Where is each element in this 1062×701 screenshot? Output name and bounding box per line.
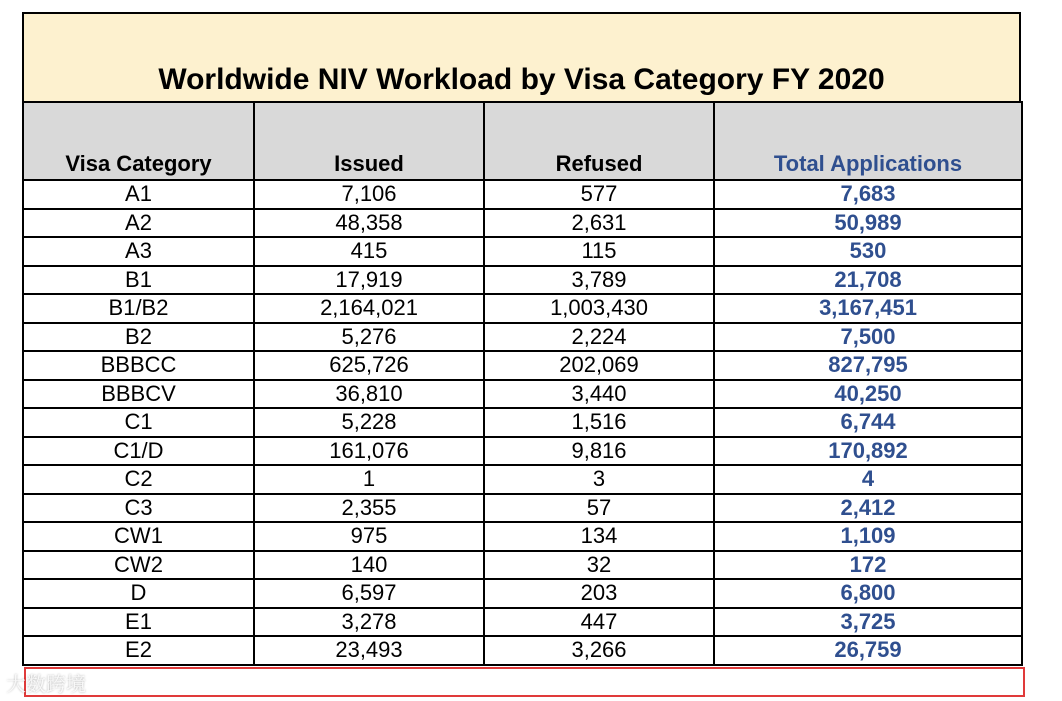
cell-refused: 32 <box>484 551 714 580</box>
cell-total-applications: 40,250 <box>714 380 1022 409</box>
cell-refused: 2,224 <box>484 323 714 352</box>
cell-refused: 57 <box>484 494 714 523</box>
title-banner <box>22 12 1021 101</box>
cell-total-applications: 21,708 <box>714 266 1022 295</box>
table-row <box>23 209 1022 238</box>
cell-issued: 23,493 <box>254 636 484 665</box>
cell-visa-category: C1/D <box>23 437 254 466</box>
cell-visa-category: BBBCC <box>23 351 254 380</box>
cell-total-applications: 1,109 <box>714 522 1022 551</box>
header-refused: Refused <box>484 102 714 180</box>
cell-visa-category: A3 <box>23 237 254 266</box>
cell-total-applications: 7,683 <box>714 180 1022 209</box>
cell-refused: 1,516 <box>484 408 714 437</box>
cell-visa-category: B1 <box>23 266 254 295</box>
cell-visa-category: CW1 <box>23 522 254 551</box>
table-row <box>23 237 1022 266</box>
cell-visa-category: B1/B2 <box>23 294 254 323</box>
table-row <box>23 380 1022 409</box>
table-row <box>23 494 1022 523</box>
cell-refused: 3 <box>484 465 714 494</box>
cell-refused: 3,266 <box>484 636 714 665</box>
cell-issued: 48,358 <box>254 209 484 238</box>
cell-visa-category: B2 <box>23 323 254 352</box>
table-row <box>23 266 1022 295</box>
cell-total-applications: 3,167,451 <box>714 294 1022 323</box>
cell-issued: 6,597 <box>254 579 484 608</box>
cell-visa-category: CW2 <box>23 551 254 580</box>
table-row <box>23 323 1022 352</box>
cell-issued: 17,919 <box>254 266 484 295</box>
table-row <box>23 579 1022 608</box>
cell-issued: 161,076 <box>254 437 484 466</box>
cell-total-applications: 170,892 <box>714 437 1022 466</box>
table-row <box>23 608 1022 637</box>
cell-total-applications: 827,795 <box>714 351 1022 380</box>
cell-issued: 140 <box>254 551 484 580</box>
cell-visa-category: E2 <box>23 636 254 665</box>
cell-refused: 1,003,430 <box>484 294 714 323</box>
cell-refused: 202,069 <box>484 351 714 380</box>
cell-issued: 975 <box>254 522 484 551</box>
cell-total-applications: 3,725 <box>714 608 1022 637</box>
cell-total-applications: 4 <box>714 465 1022 494</box>
cell-total-applications: 6,800 <box>714 579 1022 608</box>
cell-total-applications: 7,500 <box>714 323 1022 352</box>
table-row <box>23 522 1022 551</box>
cell-total-applications: 26,759 <box>714 636 1022 665</box>
table-row <box>23 351 1022 380</box>
cell-visa-category: C3 <box>23 494 254 523</box>
cell-refused: 9,816 <box>484 437 714 466</box>
cell-visa-category: C2 <box>23 465 254 494</box>
highlight-box <box>24 667 1025 697</box>
cell-total-applications: 2,412 <box>714 494 1022 523</box>
table-row <box>23 551 1022 580</box>
cell-visa-category: C1 <box>23 408 254 437</box>
watermark-text: 大数跨境 <box>6 672 86 696</box>
header-total-applications: Total Applications <box>714 102 1022 180</box>
cell-issued: 36,810 <box>254 380 484 409</box>
cell-issued: 2,355 <box>254 494 484 523</box>
table-row <box>23 180 1022 209</box>
cell-total-applications: 172 <box>714 551 1022 580</box>
cell-refused: 134 <box>484 522 714 551</box>
cell-issued: 5,276 <box>254 323 484 352</box>
cell-issued: 625,726 <box>254 351 484 380</box>
cell-issued: 5,228 <box>254 408 484 437</box>
table-body <box>23 180 1022 665</box>
cell-visa-category: E1 <box>23 608 254 637</box>
cell-issued: 7,106 <box>254 180 484 209</box>
table-row <box>23 408 1022 437</box>
cell-issued: 3,278 <box>254 608 484 637</box>
header-row <box>23 102 1022 180</box>
table-row <box>23 294 1022 323</box>
cell-visa-category: D <box>23 579 254 608</box>
cell-visa-category: A1 <box>23 180 254 209</box>
cell-refused: 577 <box>484 180 714 209</box>
cell-visa-category: BBBCV <box>23 380 254 409</box>
header-issued: Issued <box>254 102 484 180</box>
cell-total-applications: 50,989 <box>714 209 1022 238</box>
cell-refused: 203 <box>484 579 714 608</box>
header-visa-category: Visa Category <box>23 102 254 180</box>
cell-total-applications: 530 <box>714 237 1022 266</box>
table-title: Worldwide NIV Workload by Visa Category FY 2020 <box>158 63 885 96</box>
cell-refused: 115 <box>484 237 714 266</box>
cell-refused: 3,789 <box>484 266 714 295</box>
table-row <box>23 636 1022 665</box>
cell-total-applications: 6,744 <box>714 408 1022 437</box>
cell-issued: 2,164,021 <box>254 294 484 323</box>
table-row <box>23 465 1022 494</box>
table-row <box>23 437 1022 466</box>
cell-refused: 3,440 <box>484 380 714 409</box>
cell-visa-category: A2 <box>23 209 254 238</box>
cell-refused: 447 <box>484 608 714 637</box>
visa-workload-table <box>22 101 1023 666</box>
cell-refused: 2,631 <box>484 209 714 238</box>
cell-issued: 415 <box>254 237 484 266</box>
cell-issued: 1 <box>254 465 484 494</box>
